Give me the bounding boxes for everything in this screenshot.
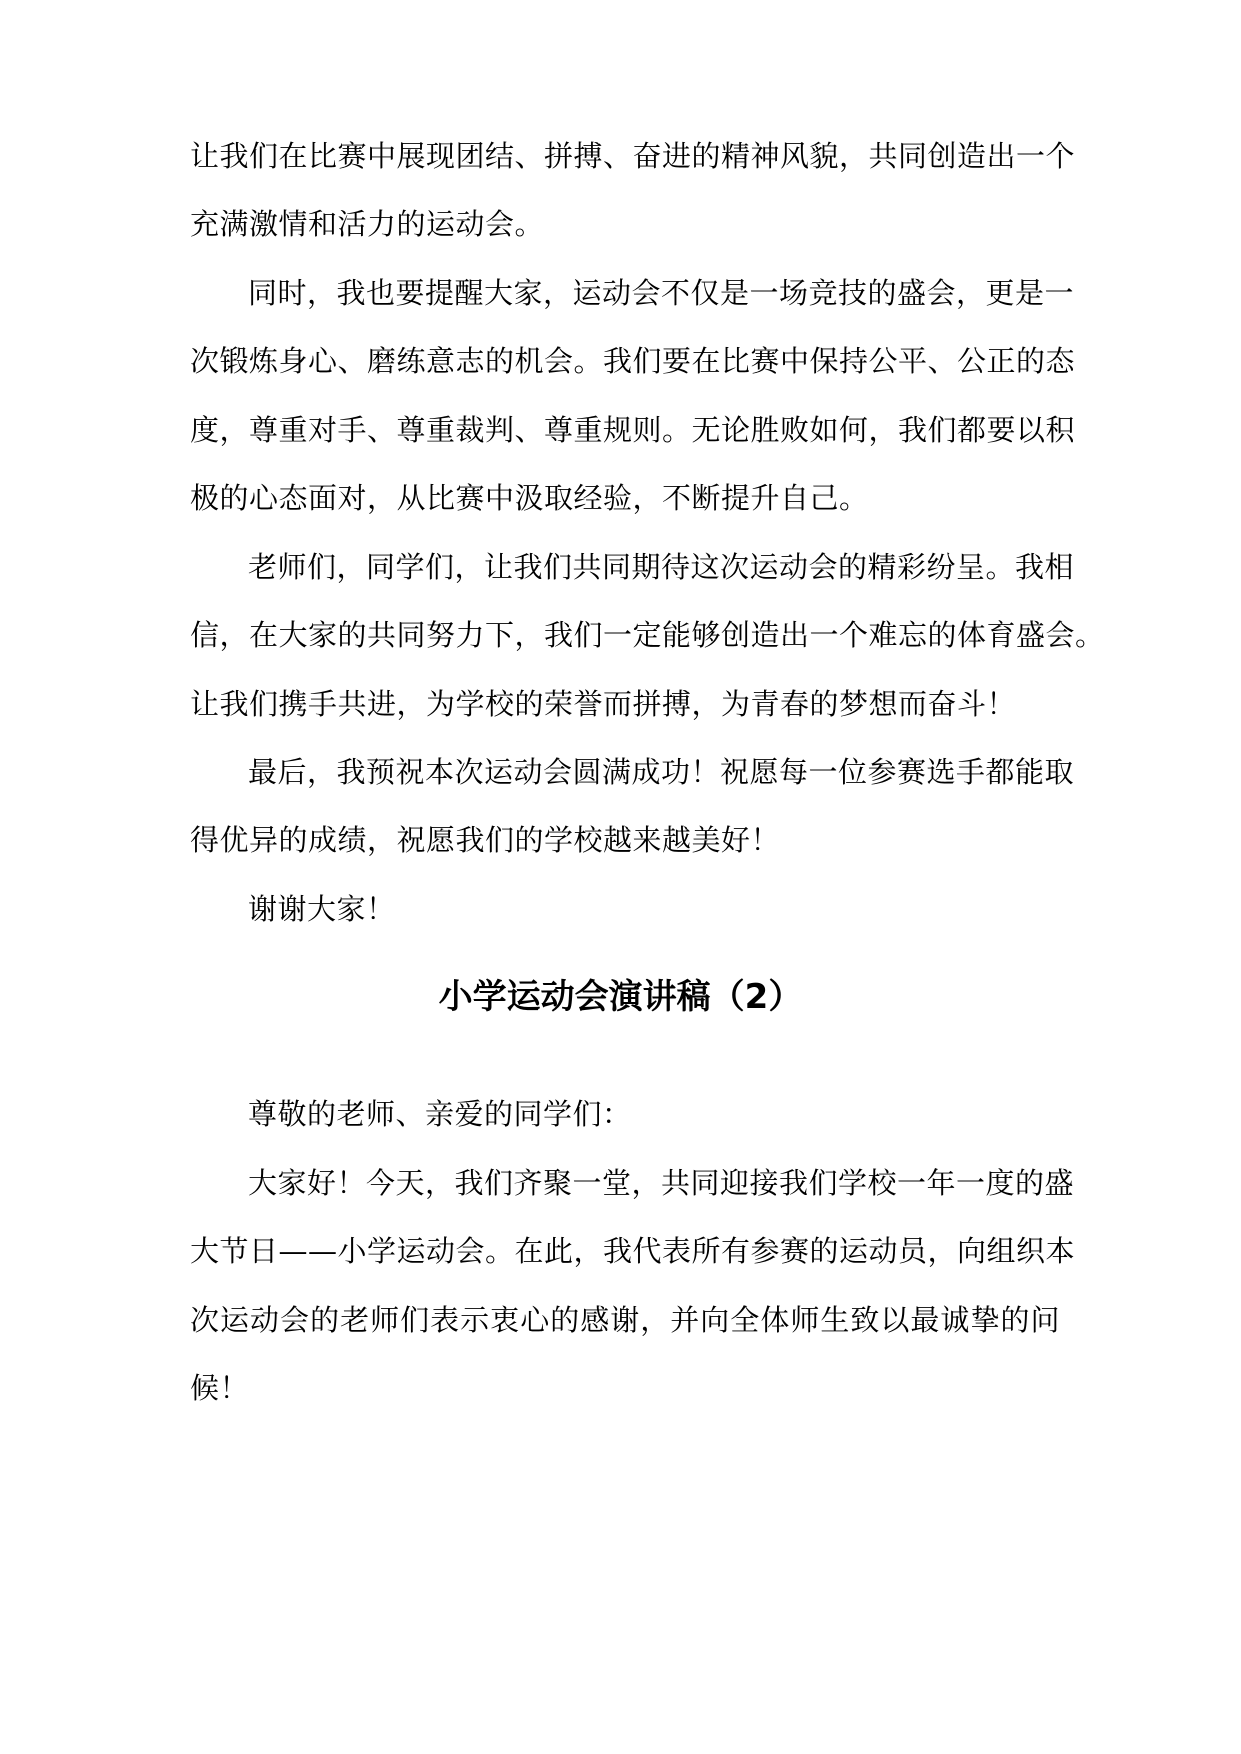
para-intro-line-1: 大家好！今天，我们齐聚一堂，共同迎接我们学校一年一度的盛 — [248, 1166, 1075, 1200]
para-intro-line-3: 次运动会的老师们表示衷心的感谢，并向全体师生致以最诚挚的问 — [190, 1303, 1060, 1337]
thanks-line: 谢谢大家！ — [248, 892, 396, 926]
para-wish-line-2: 得优异的成绩，祝愿我们的学校越来越美好！ — [190, 823, 781, 857]
para-expect-line-3: 让我们携手共进，为学校的荣誉而拼搏，为青春的梦想而奋斗！ — [190, 687, 1017, 721]
para-intro-line-4: 候！ — [190, 1371, 250, 1405]
para-fairness-line-3: 度，尊重对手、尊重裁判、尊重规则。无论胜败如何，我们都要以积 — [190, 413, 1076, 447]
para-wish-line-1: 最后，我预祝本次运动会圆满成功！祝愿每一位参赛选手都能取 — [248, 755, 1075, 789]
para-fairness-line-2: 次锻炼身心、磨练意志的机会。我们要在比赛中保持公平、公正的态 — [190, 344, 1076, 378]
continuation-line-2: 充满激情和活力的运动会。 — [190, 207, 545, 241]
section-2-title: 小学运动会演讲稿（2） — [438, 977, 803, 1017]
para-intro-line-2: 大节日——小学运动会。在此，我代表所有参赛的运动员，向组织本 — [190, 1234, 1076, 1268]
para-fairness-line-1: 同时，我也要提醒大家，运动会不仅是一场竞技的盛会，更是一 — [248, 276, 1075, 310]
para-expect-line-2: 信，在大家的共同努力下，我们一定能够创造出一个难忘的体育盛会。 — [190, 618, 1105, 652]
para-expect-line-1: 老师们，同学们，让我们共同期待这次运动会的精彩纷呈。我相 — [248, 550, 1075, 584]
section-2-greeting: 尊敬的老师、亲爱的同学们： — [248, 1097, 632, 1131]
continuation-line-1: 让我们在比赛中展现团结、拼搏、奋进的精神风貌，共同创造出一个 — [190, 139, 1076, 173]
para-fairness-line-4: 极的心态面对，从比赛中汲取经验，不断提升自己。 — [190, 481, 869, 515]
